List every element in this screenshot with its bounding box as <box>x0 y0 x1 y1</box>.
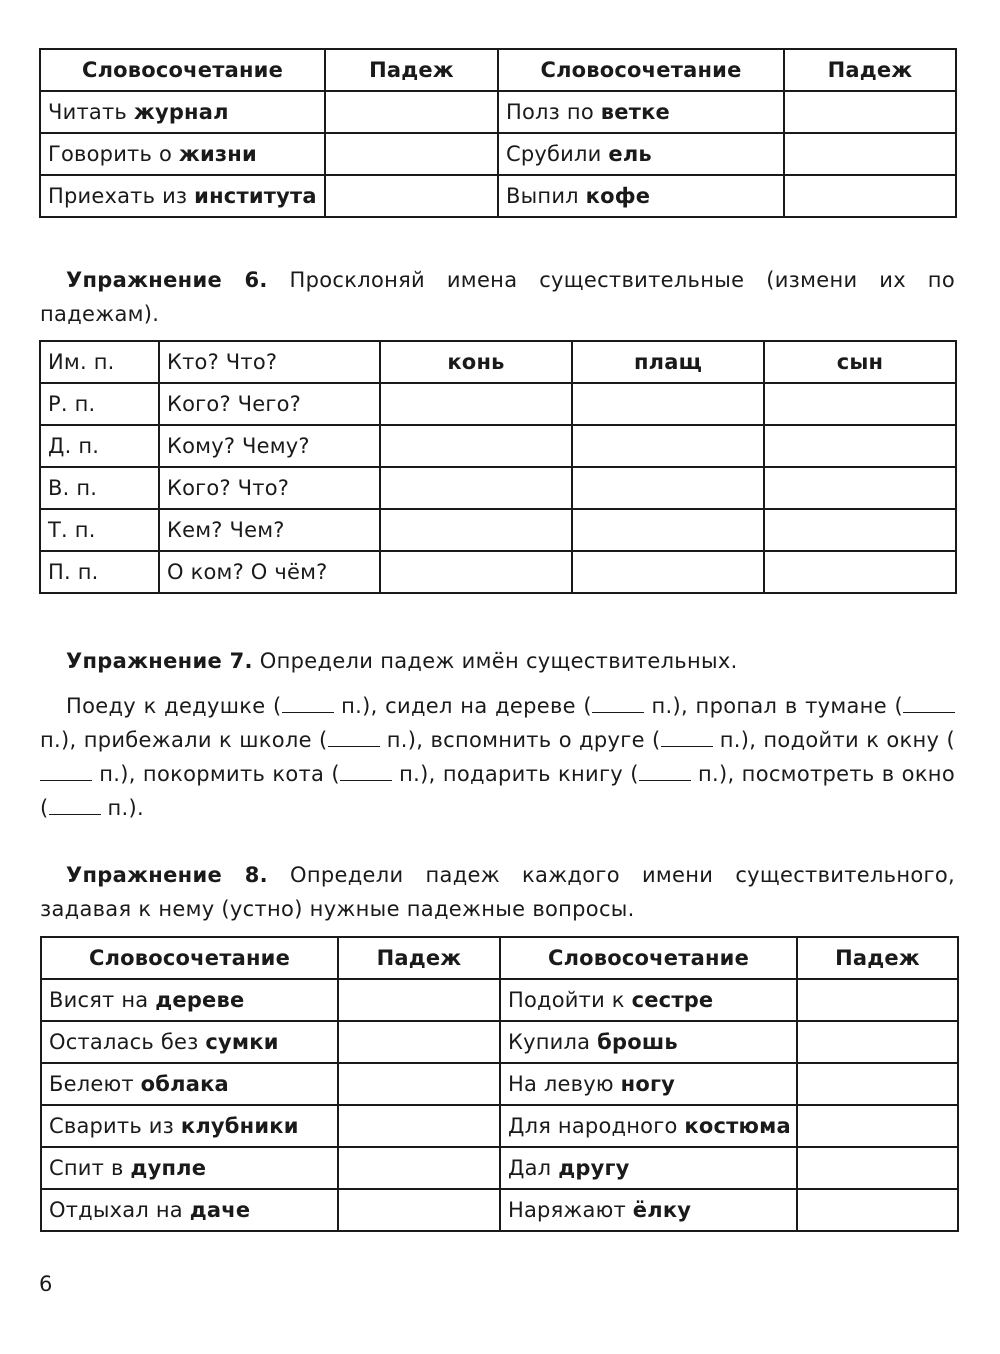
phrase-case-table-2 <box>40 936 959 1232</box>
noun: клубники <box>180 1114 299 1138</box>
case-answer-cell[interactable] <box>797 979 958 1021</box>
header-phrase: Словосочетание <box>500 937 797 979</box>
case-label: П. п. <box>40 551 159 593</box>
noun: дупле <box>130 1156 207 1180</box>
case-answer-cell[interactable] <box>784 133 956 175</box>
phrase-cell: Сварить из клубники <box>41 1105 338 1147</box>
exercise-title: Упражнение 6. <box>66 268 268 292</box>
page-number: 6 <box>39 1272 53 1296</box>
table-row <box>40 91 956 133</box>
table-row <box>40 133 956 175</box>
phrase-cell: Говорить о жизни <box>40 133 325 175</box>
header-phrase: Словосочетание <box>40 49 325 91</box>
answer-cell[interactable] <box>764 425 956 467</box>
case-question: Кого? Что? <box>159 467 380 509</box>
noun-header: конь <box>380 341 572 383</box>
header-case: Падеж <box>784 49 956 91</box>
noun: ёлку <box>632 1198 692 1222</box>
noun: сумки <box>205 1030 279 1054</box>
answer-blank[interactable] <box>592 696 644 713</box>
answer-cell[interactable] <box>380 509 572 551</box>
exercise-title: Упражнение 8. <box>66 863 268 887</box>
noun-header: сын <box>764 341 956 383</box>
phrase-cell: Отдыхал на даче <box>41 1189 338 1231</box>
table-row <box>40 425 956 467</box>
answer-cell[interactable] <box>572 551 764 593</box>
noun: сестре <box>631 988 714 1012</box>
header-case: Падеж <box>797 937 958 979</box>
phrase-cell: Спит в дупле <box>41 1147 338 1189</box>
table-row <box>40 175 956 217</box>
phrase-cell: Выпил кофе <box>498 175 784 217</box>
phrase-cell: Купила брошь <box>500 1021 797 1063</box>
case-label: В. п. <box>40 467 159 509</box>
case-answer-cell[interactable] <box>797 1189 958 1231</box>
table-row <box>41 1147 958 1189</box>
noun: ногу <box>620 1072 676 1096</box>
table-row <box>40 383 956 425</box>
answer-blank[interactable] <box>661 730 713 747</box>
case-answer-cell[interactable] <box>797 1147 958 1189</box>
phrase-cell: Дал другу <box>500 1147 797 1189</box>
case-answer-cell[interactable] <box>338 1189 500 1231</box>
answer-blank[interactable] <box>328 730 380 747</box>
case-answer-cell[interactable] <box>338 1021 500 1063</box>
case-label: Им. п. <box>40 341 159 383</box>
case-question: Кто? Что? <box>159 341 380 383</box>
phrase-case-table-1 <box>39 48 957 218</box>
phrase-cell: Белеют облака <box>41 1063 338 1105</box>
table-row <box>40 551 956 593</box>
case-answer-cell[interactable] <box>338 979 500 1021</box>
header-phrase: Словосочетание <box>498 49 784 91</box>
header-case: Падеж <box>338 937 500 979</box>
answer-blank[interactable] <box>282 696 334 713</box>
answer-cell[interactable] <box>380 383 572 425</box>
exercise-6-instruction: Упражнение 6. Просклоняй имена существительные (измени их по падежам). <box>40 268 955 326</box>
noun: кофе <box>585 184 651 208</box>
answer-cell[interactable] <box>572 383 764 425</box>
noun: жизни <box>178 142 257 166</box>
table-row <box>41 1021 958 1063</box>
answer-cell[interactable] <box>380 467 572 509</box>
case-answer-cell[interactable] <box>784 175 956 217</box>
case-question: Кому? Чему? <box>159 425 380 467</box>
answer-cell[interactable] <box>572 425 764 467</box>
answer-blank[interactable] <box>49 798 101 815</box>
phrase-cell: Срубили ель <box>498 133 784 175</box>
case-label: Д. п. <box>40 425 159 467</box>
noun: даче <box>189 1198 251 1222</box>
table-header-row <box>40 341 956 383</box>
case-answer-cell[interactable] <box>797 1021 958 1063</box>
exercise-8-instruction: Упражнение 8. Определи падеж каждого имени существительного, задавая к нему (устно) нужные падежные вопросы. <box>40 863 955 921</box>
case-answer-cell[interactable] <box>325 175 498 217</box>
answer-cell[interactable] <box>572 467 764 509</box>
answer-blank[interactable] <box>340 764 392 781</box>
answer-cell[interactable] <box>764 467 956 509</box>
case-answer-cell[interactable] <box>338 1105 500 1147</box>
case-answer-cell[interactable] <box>325 91 498 133</box>
table-row <box>40 509 956 551</box>
exercise-7-text: Поеду к дедушке ( п.), сидел на дереве ( п.), пропал в тумане ( п.), прибежали к школе ( п.), вспомнить о друге ( п.), подойти к окну ( п.), покормить кота ( п.), подарить книгу ( п.), посмотреть в окно ( п.). <box>40 694 955 820</box>
case-answer-cell[interactable] <box>338 1063 500 1105</box>
phrase-cell: Приехать из института <box>40 175 325 217</box>
header-case: Падеж <box>325 49 498 91</box>
case-answer-cell[interactable] <box>338 1147 500 1189</box>
noun: института <box>194 184 317 208</box>
exercise-title: Упражнение 7. <box>66 649 253 673</box>
phrase-cell: Висят на дереве <box>41 979 338 1021</box>
noun: ель <box>608 142 652 166</box>
table-row <box>41 1105 958 1147</box>
case-question: Кого? Чего? <box>159 383 380 425</box>
case-label: Р. п. <box>40 383 159 425</box>
table-header-row <box>40 49 956 91</box>
header-phrase: Словосочетание <box>41 937 338 979</box>
noun: журнал <box>133 100 229 124</box>
table-row <box>40 467 956 509</box>
phrase-cell: Наряжают ёлку <box>500 1189 797 1231</box>
phrase-cell: Полз по ветке <box>498 91 784 133</box>
phrase-cell: Осталась без сумки <box>41 1021 338 1063</box>
case-answer-cell[interactable] <box>797 1105 958 1147</box>
noun: ветке <box>600 100 670 124</box>
case-answer-cell[interactable] <box>797 1063 958 1105</box>
table-row <box>41 1189 958 1231</box>
noun: брошь <box>597 1030 678 1054</box>
answer-blank[interactable] <box>40 764 92 781</box>
answer-blank[interactable] <box>903 696 955 713</box>
answer-cell[interactable] <box>764 383 956 425</box>
noun: костюма <box>684 1114 791 1138</box>
phrase-cell: На левую ногу <box>500 1063 797 1105</box>
answer-cell[interactable] <box>380 551 572 593</box>
declension-table <box>39 340 957 594</box>
table-row <box>41 979 958 1021</box>
answer-cell[interactable] <box>764 509 956 551</box>
phrase-cell: Для народного костюма <box>500 1105 797 1147</box>
table-row <box>41 1063 958 1105</box>
answer-cell[interactable] <box>572 509 764 551</box>
noun: дереве <box>155 988 245 1012</box>
case-question: О ком? О чём? <box>159 551 380 593</box>
case-answer-cell[interactable] <box>784 91 956 133</box>
table-header-row <box>41 937 958 979</box>
noun: другу <box>558 1156 630 1180</box>
answer-cell[interactable] <box>380 425 572 467</box>
answer-cell[interactable] <box>764 551 956 593</box>
case-answer-cell[interactable] <box>325 133 498 175</box>
phrase-cell: Подойти к сестре <box>500 979 797 1021</box>
exercise-7-instruction: Упражнение 7. Определи падеж имён существительных. <box>66 649 738 673</box>
case-label: Т. п. <box>40 509 159 551</box>
noun: облака <box>140 1072 229 1096</box>
noun-header: плащ <box>572 341 764 383</box>
case-question: Кем? Чем? <box>159 509 380 551</box>
phrase-cell: Читать журнал <box>40 91 325 133</box>
answer-blank[interactable] <box>639 764 691 781</box>
